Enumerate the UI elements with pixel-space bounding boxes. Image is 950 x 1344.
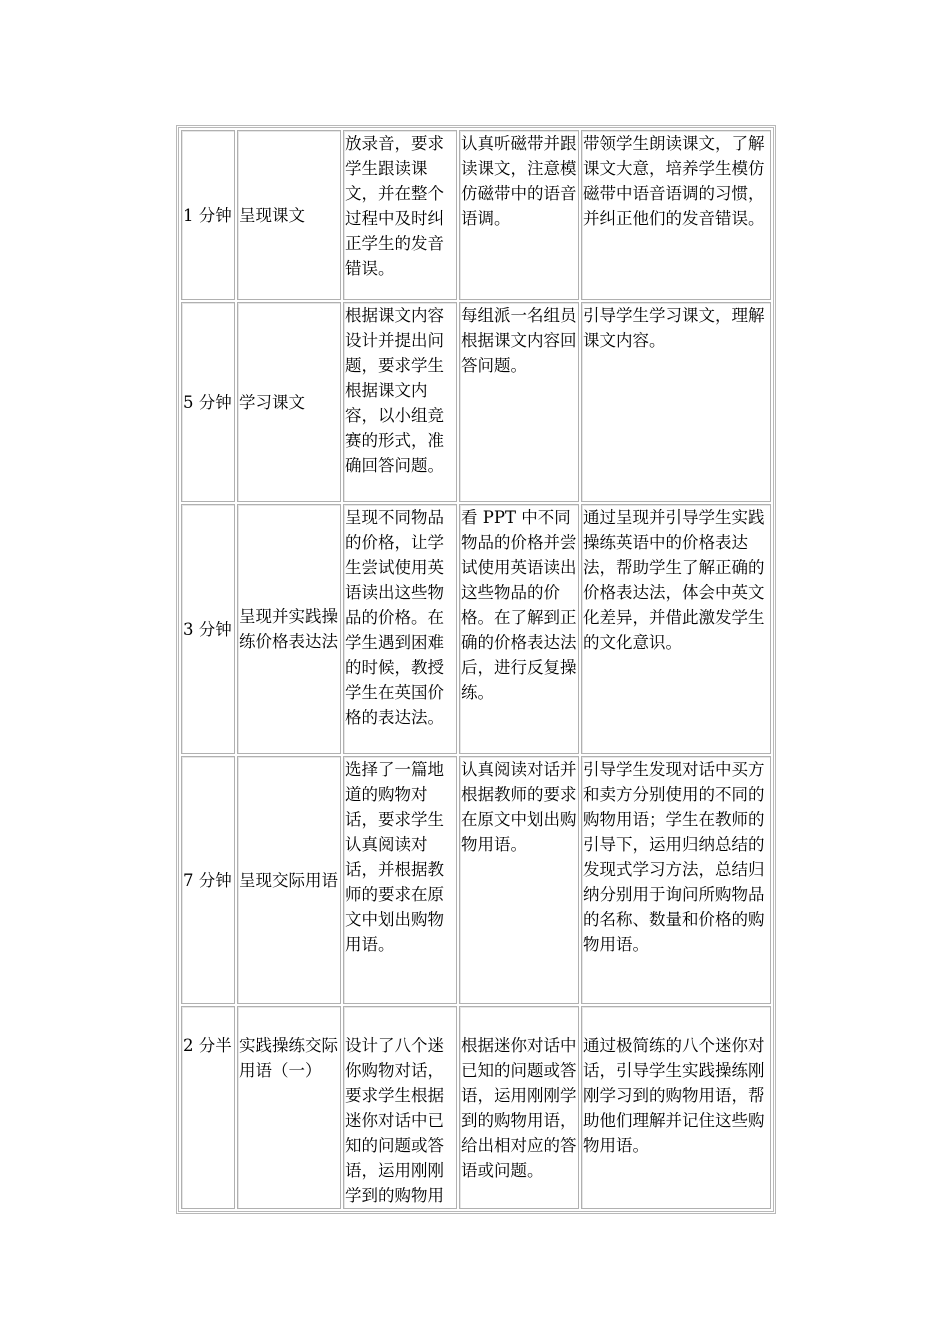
step-cell: 呈现课文 [237, 130, 341, 300]
table-row [181, 504, 771, 754]
lesson-plan-table [176, 125, 776, 1214]
step-cell: 学习课文 [237, 302, 341, 502]
table-row [181, 1006, 771, 1209]
design-intent-cell: 引导学生学习课文，理解课文内容。 [581, 302, 771, 502]
time-cell: 7 分钟 [181, 756, 235, 1004]
design-intent-cell: 通过极简练的八个迷你对话，引导学生实践操练刚刚学习到的购物用语，帮助他们理解并记住这些购物用语。 [581, 1006, 771, 1209]
teacher-activity-cell: 呈现不同物品的价格，让学生尝试使用英语读出这些物品的价格。在学生遇到困难的时候，教授学生在英国价格的表达法。 [343, 504, 457, 754]
student-activity-cell: 根据迷你对话中已知的问题或答语，运用刚刚学到的购物用语，给出相对应的答语或问题。 [459, 1006, 579, 1209]
student-activity-cell: 认真听磁带并跟读课文，注意模仿磁带中的语音语调。 [459, 130, 579, 300]
time-cell: 2 分半 [181, 1006, 235, 1209]
teacher-activity-cell: 选择了一篇地道的购物对话，要求学生认真阅读对话，并根据教师的要求在原文中划出购物用语。 [343, 756, 457, 1004]
table-row [181, 756, 771, 1004]
design-intent-cell: 带领学生朗读课文，了解课文大意，培养学生模仿磁带中语音语调的习惯，并纠正他们的发音错误。 [581, 130, 771, 300]
step-cell: 呈现并实践操练价格表达法 [237, 504, 341, 754]
teacher-activity-cell: 根据课文内容设计并提出问题，要求学生根据课文内容，以小组竞赛的形式，准确回答问题。 [343, 302, 457, 502]
student-activity-cell: 看 PPT 中不同物品的价格并尝试使用英语读出这些物品的价格。在了解到正确的价格表达法后，进行反复操练。 [459, 504, 579, 754]
student-activity-cell: 每组派一名组员根据课文内容回答问题。 [459, 302, 579, 502]
table-row [181, 302, 771, 502]
student-activity-cell: 认真阅读对话并根据教师的要求在原文中划出购物用语。 [459, 756, 579, 1004]
design-intent-cell: 通过呈现并引导学生实践操练英语中的价格表达法，帮助学生了解正确的价格表达法，体会中英文化差异，并借此激发学生的文化意识。 [581, 504, 771, 754]
step-cell: 呈现交际用语 [237, 756, 341, 1004]
time-cell: 5 分钟 [181, 302, 235, 502]
table-row [181, 130, 771, 300]
time-cell: 1 分钟 [181, 130, 235, 300]
step-cell: 实践操练交际用语（一） [237, 1006, 341, 1209]
design-intent-cell: 引导学生发现对话中买方和卖方分别使用的不同的购物用语；学生在教师的引导下，运用归纳总结的发现式学习方法，总结归纳分别用于询问所购物品的名称、数量和价格的购物用语。 [581, 756, 771, 1004]
teacher-activity-cell: 设计了八个迷你购物对话，要求学生根据迷你对话中已知的问题或答语，运用刚刚学到的购物用 [343, 1006, 457, 1209]
teacher-activity-cell: 放录音，要求学生跟读课文，并在整个过程中及时纠正学生的发音错误。 [343, 130, 457, 300]
time-cell: 3 分钟 [181, 504, 235, 754]
